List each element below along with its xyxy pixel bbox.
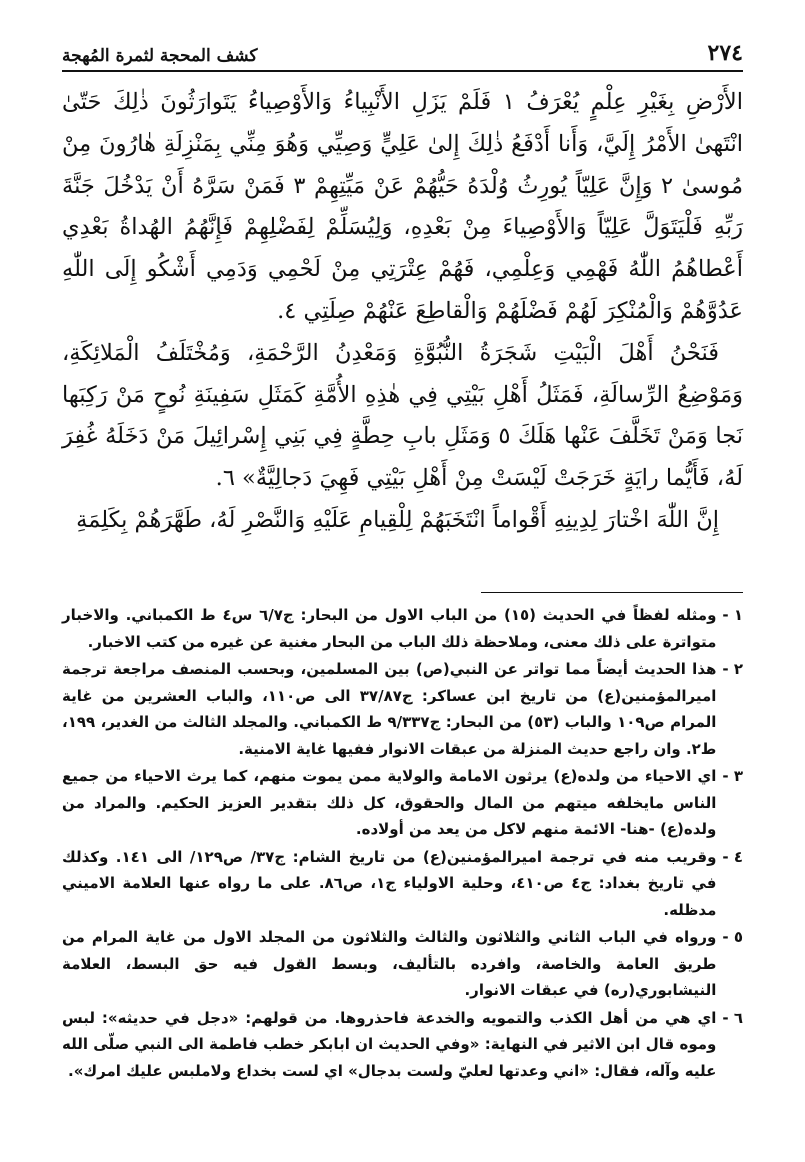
main-text (62, 82, 743, 542)
footnote (62, 924, 743, 1004)
footnote-text: ومثله لفظاً في الحديث (١٥) من الباب الاول من البحار: ج٦/٧ س٤ ط الكمباني. والاخبار متواترة على ذلك معنى، وملاحظة ذلك الباب من البحار مغنية عن غيره من كتب الاخبار. (62, 606, 717, 651)
footnote-text: اي الاحياء من ولده(ع) يرثون الامامة والولاية ممن يموت منهم، كما يرث الاحياء من جميع الناس مايخلفه ميتهم من المال والحقوق، كل ذلك بتقدير العزيز الحكيم. والمراد من ولده(ع) -هنا- الائمة منهم لاكل من يعد من أولاده. (62, 767, 717, 838)
paragraph: فَنَحْنُ أَهْلَ الْبَيْتِ شَجَرَةُ النُّبُوَّةِ وَمَعْدِنُ الرَّحْمَةِ، وَمُخْتَلَفُ الْمَلائِكَةِ، وَمَوْضِعُ الرِّسالَةِ، فَمَثَلُ أَهْلِ بَيْتِي فِي هٰذِهِ الأُمَّةِ كَمَثَلِ سَفِينَةِ نُوحٍ مَنْ رَكِبَها نَجا وَمَنْ تَخَلَّفَ عَنْها هَلَكَ ٥ وَمَثَلِ بابِ حِطَّةٍ فِي بَنِي إِسْرائِيلَ مَنْ دَخَلَهُ غُفِرَ لَهُ، فَأَيُّما رايَةٍ خَرَجَتْ لَيْسَتْ مِنْ أَهْلِ بَيْتِي فَهِيَ دَجالِيَّةٌ» ٦. (62, 339, 743, 492)
page-number: ٢٧٤ (707, 40, 743, 66)
footnote-separator (481, 592, 743, 593)
paragraph: الأَرْضِ بِغَيْرِ عِلْمٍ يُعْرَفُ ١ فَلَمْ يَزَلِ الأَنْبِياءُ وَالأَوْصِياءُ يَتَوارَثُونَ ذٰلِكَ حَتّىٰ انْتَهىٰ الأَمْرُ إِلَيَّ، وَأَنا أَدْفَعُ ذٰلِكَ إِلىٰ عَلِيٍّ وَصِيِّي وَهُوَ مِنِّي بِمَنْزِلَةِ هٰارُونَ مِنْ مُوسىٰ ٢ وَإِنَّ عَلِيّاً يُورِثُ وُلْدَهُ حَيُّهُمْ عَنْ مَيِّتِهِمْ ٣ فَمَنْ سَرَّهُ أَنْ يَدْخُلَ جَنَّةَ رَبِّهِ فَلْيَتَوَلَّ عَلِيّاً وَالأَوْصِياءَ مِنْ بَعْدِهِ، وَلِيُسَلِّمْ لِفَضْلِهِمْ فَإِنَّهُمُ الهُداةُ بَعْدِي أَعْطاهُمُ اللّٰهُ فَهْمِي وَعِلْمِي، فَهُمْ عِتْرَتِي مِنْ لَحْمِي وَدَمِي أَشْكُو إِلَى اللّٰهِ عَدُوَّهُمْ وَالْمُنْكِرَ لَهُمْ فَضْلَهُمْ وَالْقاطِعَ عَنْهُمْ صِلَتِي ٤. (62, 89, 743, 324)
footnote-text: ورواه في الباب الثاني والثلاثون والثالث والثلاثون من المجلد الاول من غاية المرام من طريق العامة والخاصة، وافرده بالتأليف، وبسط القول فيه حق البسط، العلامة النيشابوري(ره) في عبقات الانوار. (62, 928, 717, 999)
paragraph: إِنَّ اللّٰهَ اخْتارَ لِدِينِهِ أَقْواماً انْتَخَبَهُمْ لِلْقِيامِ عَلَيْهِ وَالنَّصْرِ لَهُ، طَهَّرَهُمْ بِكَلِمَةِ (76, 506, 719, 533)
book-title: كشف المحجة لثمرة المُهجة (62, 46, 258, 66)
footnote-number: ١ - (722, 606, 743, 624)
page-header (62, 36, 743, 72)
footnote-text: هذا الحديث أيضاً مما تواتر عن النبي(ص) بين المسلمين، وبحسب المنصف مراجعة ترجمة اميرالمؤمنين(ع) من تاريخ ابن عساكر: ج٣٧/٨٧ الى ص١١٠، والباب العشرين من غاية المرام ص١٠٩ والباب (٥٣) من البحار: ج٩/٣٣٧ ط الكمباني. والمجلد الثالث من الغدير، ١٩٩، ط٢. وان راجع حديث المنزلة من عبقات الانوار ففيها غاية الامنية. (62, 660, 717, 758)
footnote-text: اي هي من أهل الكذب والتمويه والخدعة فاحذروها. من قولهم: «دجل في حديثه»: لبس وموه قال ابن الاثير في النهاية: «وفي الحديث ان ابابكر خطب فاطمة الى النبي صلّى الله عليه وآله، فقال: «اني وعدتها لعليّ ولست بدجال» اي لست بخداع ولاملبس عليك امرك». (62, 1008, 717, 1080)
footnote (62, 844, 743, 924)
footnote (62, 656, 743, 762)
footnotes (62, 602, 743, 1085)
footnote-number: ٢ - (722, 660, 743, 678)
footnote (62, 763, 743, 843)
footnote-text: وقريب منه في ترجمة اميرالمؤمنين(ع) من تاريخ الشام: ج٣٧/ ص١٢٩/ الى ١٤١. وكذلك في تاريخ بغداد: ج٤ ص٤١٠، وحلية الاولياء ج١، ص٨٦. على ما رواه عنها العلامة الاميني مدظله. (62, 847, 717, 919)
footnote (62, 1005, 743, 1085)
footnote (62, 602, 743, 655)
footnote-number: ٥ - (722, 928, 743, 946)
footnote-number: ٣ - (722, 767, 743, 785)
footnote-number: ٤ - (722, 847, 743, 866)
footnote-number: ٦ - (722, 1008, 743, 1027)
